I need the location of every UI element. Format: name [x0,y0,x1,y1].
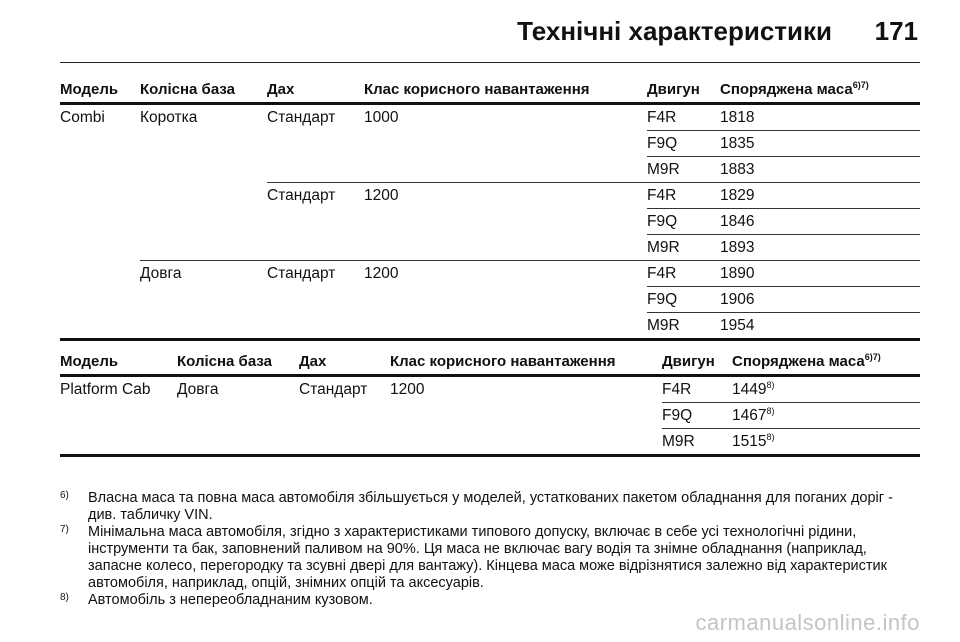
cell-mass [720,235,920,261]
cell-wheelbase-value: Коротка [140,108,198,126]
cell-engine [647,313,720,340]
cell-roof [267,209,364,235]
cell-payload [364,287,647,313]
mass-footnote-mark: 8) [766,379,775,390]
cell-payload [364,313,647,340]
table-row [60,376,920,403]
cell-engine-value: F4R [662,380,692,398]
footnotes [60,490,922,609]
cell-engine-value: F4R [647,108,677,126]
cell-model [60,376,177,403]
cell-mass [720,183,920,209]
mass-footnote-marks: 6)7) [852,80,869,90]
cell-engine-value: F9Q [662,406,693,424]
page-title: Технічні характеристики [517,16,832,46]
cell-engine-value: F4R [647,186,677,204]
cell-mass [720,209,920,235]
cell-engine-value: M9R [647,238,680,256]
footnote-text: Власна маса та повна маса автомобіля збільшується у моделей, устаткованих пакетом обладнання для поганих доріг - див. табличку VIN. [88,490,893,523]
cell-engine [647,183,720,209]
cell-mass [732,403,920,429]
cell-payload [390,403,662,429]
cell-mass [720,131,920,157]
table-row [60,403,920,429]
cell-engine-value: M9R [647,316,680,334]
table-row [60,131,920,157]
cell-wheelbase [140,235,267,261]
cell-wheelbase [140,313,267,340]
cell-engine [647,261,720,287]
cell-mass-value: 1893 [720,238,755,256]
col-header-mass-label: Споряджена маса [732,353,865,370]
cell-mass-value: 1467 [732,406,767,424]
footnote-mark: 6) [60,490,69,501]
cell-payload-value: 1200 [390,380,425,398]
cell-wheelbase [140,261,267,287]
cell-wheelbase [140,209,267,235]
col-header-wheelbase: Колісна база [140,68,267,104]
cell-wheelbase [177,429,299,456]
cell-engine-value: M9R [647,160,680,178]
cell-engine [647,104,720,131]
cell-payload-value: 1200 [364,186,399,204]
cell-wheelbase [177,376,299,403]
cell-model [60,104,140,131]
footnote-item [60,524,922,592]
cell-roof [267,183,364,209]
cell-roof-value: Стандарт [267,108,336,126]
col-header-roof: Дах [299,340,390,376]
table-row [60,209,920,235]
cell-payload [364,261,647,287]
cell-engine-value: F9Q [647,290,678,308]
col-header-mass [720,68,920,104]
cell-roof [267,131,364,157]
table-row [60,429,920,456]
spec-table-platform-cab [60,340,920,457]
cell-engine [647,131,720,157]
table-row [60,313,920,340]
table-row [60,104,920,131]
table-row [60,183,920,209]
cell-engine-value: F9Q [647,212,678,230]
cell-wheelbase [140,287,267,313]
footnote-item [60,592,922,609]
cell-engine [662,429,732,456]
cell-engine-value: F4R [647,264,677,282]
cell-roof [267,287,364,313]
cell-model [60,235,140,261]
cell-payload [390,376,662,403]
cell-wheelbase [140,131,267,157]
cell-roof [267,313,364,340]
col-header-mass [732,340,920,376]
cell-roof [267,261,364,287]
cell-mass [720,157,920,183]
table-row [60,157,920,183]
cell-payload [364,235,647,261]
watermark-text: carmanualsonline.info [695,610,920,635]
cell-model-value: Combi [60,108,105,126]
table-row [60,261,920,287]
cell-mass-value: 1890 [720,264,755,282]
cell-engine [647,235,720,261]
cell-roof [299,403,390,429]
cell-engine [647,209,720,235]
page-header [60,14,920,63]
cell-mass-value: 1835 [720,134,755,152]
table-header-row [60,340,920,376]
cell-payload [364,183,647,209]
footnote-text: Автомобіль з непереобладнаним кузовом. [88,592,373,608]
mass-footnote-mark: 8) [766,405,775,416]
cell-mass-value: 1449 [732,380,767,398]
cell-model [60,403,177,429]
cell-engine [662,376,732,403]
footnote-item [60,490,922,524]
cell-payload [390,429,662,456]
table-body [60,376,920,456]
cell-mass [732,429,920,456]
col-header-payload: Клас корисного навантаження [364,68,647,104]
cell-wheelbase-value: Довга [177,380,219,398]
cell-payload [364,157,647,183]
cell-model [60,183,140,209]
cell-engine [662,403,732,429]
cell-wheelbase [140,183,267,209]
col-header-model: Модель [60,68,140,104]
col-header-wheelbase: Колісна база [177,340,299,376]
footnote-mark: 7) [60,524,69,535]
cell-wheelbase [140,104,267,131]
mass-footnote-mark: 8) [766,431,775,442]
cell-engine [647,287,720,313]
cell-wheelbase [140,157,267,183]
cell-engine-value: M9R [662,432,695,450]
cell-mass-value: 1829 [720,186,755,204]
footnote-text: Мінімальна маса автомобіля, згідно з характеристиками типового допуску, включає в себе усі технологічні рідини, інструменти та бак, заповнений паливом на 90%. Ця маса не включає вагу водія та знімне обладнання (наприклад, запасне колесо, перегородку та зсувні двері для вантажу). Кінцева маса може відрізнятися залежно від характеристик автомобіля, наприклад, опцій, знімних опцій та аксесуарів. [88,524,887,591]
mass-footnote-marks: 6)7) [864,352,881,362]
col-header-payload: Клас корисного навантаження [390,340,662,376]
cell-wheelbase [177,403,299,429]
cell-roof-value: Стандарт [299,380,368,398]
cell-model [60,157,140,183]
cell-mass [720,104,920,131]
cell-mass [720,313,920,340]
table-body [60,104,920,340]
cell-roof [299,429,390,456]
table-header-row [60,68,920,104]
table-row [60,287,920,313]
cell-mass-value: 1906 [720,290,755,308]
cell-model [60,261,140,287]
col-header-roof: Дах [267,68,364,104]
cell-mass-value: 1818 [720,108,755,126]
cell-roof [267,157,364,183]
cell-roof-value: Стандарт [267,186,336,204]
cell-mass [720,261,920,287]
cell-roof [267,235,364,261]
cell-model [60,131,140,157]
cell-model [60,287,140,313]
cell-payload [364,104,647,131]
cell-mass [732,376,920,403]
cell-engine [647,157,720,183]
col-header-engine: Двигун [647,68,720,104]
cell-payload-value: 1200 [364,264,399,282]
cell-model [60,429,177,456]
spec-table-combi [60,68,920,341]
cell-model [60,209,140,235]
cell-wheelbase-value: Довга [140,264,182,282]
cell-engine-value: F9Q [647,134,678,152]
cell-payload-value: 1000 [364,108,399,126]
cell-roof [299,376,390,403]
col-header-engine: Двигун [662,340,732,376]
cell-mass-value: 1846 [720,212,755,230]
cell-mass [720,287,920,313]
page-number: 171 [874,16,918,46]
cell-model-value: Platform Cab [60,380,151,398]
cell-mass-value: 1515 [732,432,767,450]
cell-mass-value: 1954 [720,316,755,334]
col-header-mass-label: Споряджена маса [720,81,853,98]
cell-roof-value: Стандарт [267,264,336,282]
cell-roof [267,104,364,131]
cell-mass-value: 1883 [720,160,755,178]
cell-model [60,313,140,340]
cell-payload [364,131,647,157]
cell-payload [364,209,647,235]
col-header-model: Модель [60,340,177,376]
table-row [60,235,920,261]
footnote-mark: 8) [60,592,69,603]
